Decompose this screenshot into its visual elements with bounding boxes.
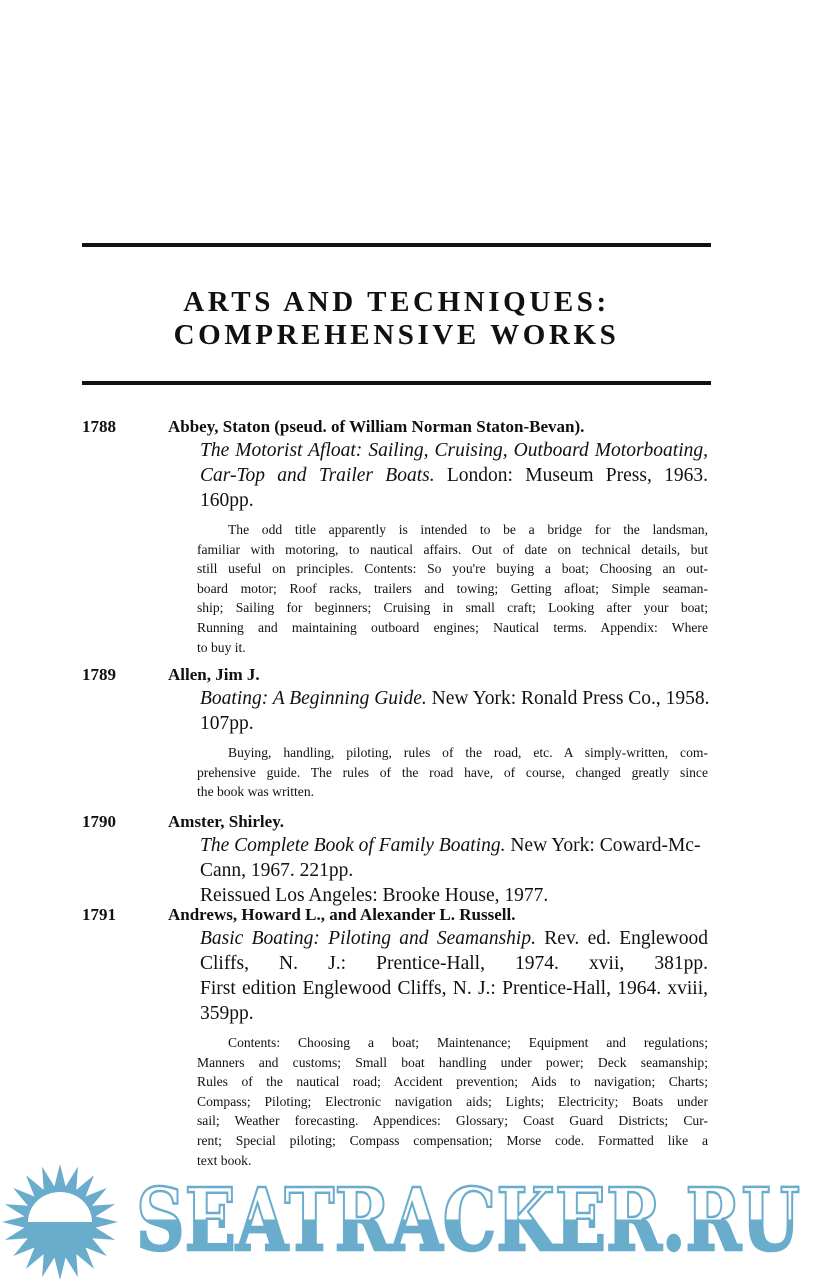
sun-icon (2, 1164, 118, 1280)
citation-publication: 107pp. (200, 713, 254, 734)
annotation-line: Contents: Choosing a boat; Maintenance; Equipment and regulations; (228, 1035, 708, 1050)
annotation-line: to buy it. (197, 639, 246, 655)
top-rule (82, 243, 711, 247)
citation-publication: Rev. ed. Englewood (535, 928, 709, 949)
citation-publication: New York: Coward-Mc- (505, 835, 701, 856)
citation-line (200, 1001, 708, 1026)
entry-annotation (197, 520, 708, 657)
citation-title: Boating: A Beginning Guide. (200, 688, 427, 709)
citation-publication: Cliffs, N. J.: Prentice-Hall, 1974. xvii, 381pp. (200, 953, 708, 974)
entry-author: Amster, Shirley. (168, 812, 285, 831)
watermark-logo (0, 1160, 815, 1280)
citation-publication: Reissued Los Angeles: Brooke House, 1977. (200, 885, 549, 906)
citation-line (200, 976, 708, 1001)
annotation-line: the book was written. (197, 784, 315, 800)
annotation-line: board motor; Roof racks, trailers and towing; Getting afloat; Simple seaman- (197, 580, 708, 596)
annotation-line: ship; Sailing for beginners; Cruising in small craft; Looking after your boat; (197, 600, 708, 616)
citation-line (200, 951, 708, 976)
annotation-line: familiar with motoring, to nautical affairs. Out of date on technical details, but (197, 541, 708, 557)
watermark-text: SEATRACKER.RU (136, 1170, 800, 1271)
annotation-line: still useful on principles. Contents: So you're buying a boat; Choosing an out- (197, 561, 708, 577)
entry-annotation (197, 1033, 708, 1170)
citation-line (200, 711, 708, 736)
entry-annotation (197, 743, 708, 802)
section-title-line-1: ARTS AND TECHNIQUES: (183, 286, 610, 318)
entry-citation (197, 926, 709, 1170)
section-title (82, 286, 711, 352)
citation-publication: First edition Englewood Cliffs, N. J.: Prentice-Hall, 1964. xviii, (200, 978, 708, 999)
annotation-line: rent; Special piloting; Compass compensation; Morse code. Formatted like a (197, 1132, 708, 1148)
bottom-rule (82, 381, 711, 385)
entry-number: 1789 (82, 665, 116, 684)
entry-author: Andrews, Howard L., and Alexander L. Russell. (168, 905, 516, 924)
entry-number: 1790 (82, 812, 116, 831)
citation-line (200, 833, 708, 858)
annotation-line: Manners and customs; Small boat handling under power; Deck seamanship; (197, 1054, 708, 1070)
annotation-line: text book. (197, 1152, 252, 1168)
annotation-line: Rules of the nautical road; Accident prevention; Aids to navigation; Charts; (197, 1074, 708, 1090)
citation-line (200, 488, 708, 513)
citation-line (200, 858, 708, 883)
citation-title: Car-Top and Trailer Boats. (200, 465, 435, 486)
entry-citation (197, 438, 709, 657)
citation-publication: London: Museum Press, 1963. (434, 465, 709, 486)
annotation-line: The odd title apparently is intended to be a bridge for the landsman, (228, 522, 708, 537)
citation-title: Basic Boating: Piloting and Seamanship. (200, 928, 536, 949)
citation-line (200, 926, 708, 951)
citation-publication: New York: Ronald Press Co., 1958. (426, 688, 710, 709)
citation-title: The Complete Book of Family Boating. (200, 835, 506, 856)
entry-number: 1791 (82, 905, 116, 924)
annotation-line: prehensive guide. The rules of the road have, of course, changed greatly since (197, 764, 708, 780)
citation-line (200, 438, 708, 463)
annotation-line: Compass; Piloting; Electronic navigation aids; Lights; Electricity; Boats under (197, 1093, 708, 1109)
citation-publication: Cann, 1967. 221pp. (200, 860, 354, 881)
citation-title: The Motorist Afloat: Sailing, Cruising, Outboard Motorboating, (200, 440, 708, 461)
annotation-line: sail; Weather forecasting. Appendices: Glossary; Coast Guard Districts; Cur- (197, 1113, 708, 1129)
entry-author: Abbey, Staton (pseud. of William Norman Staton-Bevan). (168, 417, 585, 436)
entry-citation (200, 833, 708, 908)
citation-line (200, 463, 708, 488)
citation-publication: 160pp. (200, 490, 254, 511)
section-title-line-2: COMPREHENSIVE WORKS (173, 319, 620, 351)
entry-author: Allen, Jim J. (168, 665, 260, 684)
annotation-line: Running and maintaining outboard engines; Nautical terms. Appendix: Where (197, 619, 708, 635)
entry-number: 1788 (82, 417, 116, 436)
entry-citation (197, 686, 710, 802)
citation-line (200, 686, 708, 711)
citation-publication: 359pp. (200, 1003, 254, 1024)
annotation-line: Buying, handling, piloting, rules of the road, etc. A simply-written, com- (228, 745, 708, 760)
